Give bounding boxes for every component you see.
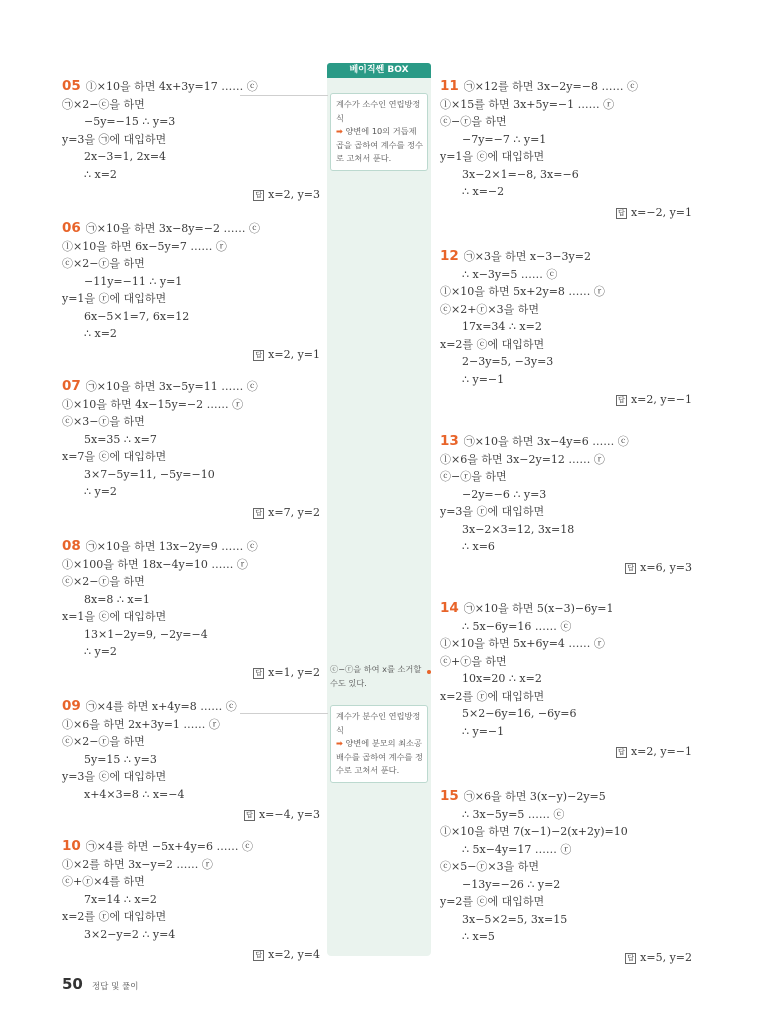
note-pointer-dot [427, 670, 431, 674]
line-text: 3×2−y=2 ∴ y=4 [84, 927, 176, 941]
line-text: 5×2−6y=16, −6y=6 [462, 707, 577, 720]
solution-line [440, 600, 614, 617]
solution-line [440, 283, 605, 300]
solution-line [84, 431, 157, 448]
answer-text: x=7, y=2 [268, 505, 320, 519]
solution-line [440, 248, 591, 265]
solution-line [462, 486, 546, 503]
solution-line [62, 378, 258, 395]
line-text: ∴ x=−2 [462, 185, 505, 198]
page-footer [62, 974, 138, 993]
problem-number: 11 [440, 78, 459, 94]
answer [625, 561, 692, 574]
line-text: y=1을 ⓡ에 대입하면 [62, 292, 167, 305]
solution-line [84, 308, 189, 325]
line-text: ⓛ×10을 하면 5x+6y=4 …… ⓡ [440, 637, 605, 650]
solution-line [62, 413, 145, 430]
line-text: 3x−5×2=5, 3x=15 [462, 912, 568, 926]
solution-line [440, 336, 544, 353]
answer-mark-icon: 답 [616, 747, 627, 758]
solution-line [62, 608, 166, 625]
solution-line [84, 148, 166, 165]
line-text: ⓒ×2−ⓡ을 하면 [62, 575, 145, 588]
solution-line [462, 183, 504, 200]
solution-line [62, 220, 260, 237]
box-title: 베이직쎈 BOX [327, 63, 431, 78]
solution-line [462, 318, 542, 335]
solution-line [62, 856, 213, 873]
answer-mark-icon: 답 [625, 563, 636, 574]
solution-line [84, 643, 117, 660]
solution-line [62, 238, 227, 255]
solution-line [440, 301, 539, 318]
line-text: ∴ 3x−5y=5 …… ⓒ [462, 807, 565, 821]
line-text: ⓒ−ⓡ을 하면 [440, 470, 507, 483]
solution-line [462, 538, 495, 555]
problem-number: 08 [62, 538, 81, 554]
answer-text: x=2, y=−1 [630, 745, 692, 758]
tip-body: 양변에 분모의 최소공배수를 곱하여 계수를 정수로 고쳐서 푼다. [336, 738, 423, 775]
solution-line [440, 113, 507, 130]
line-text: 5y=15 ∴ y=3 [84, 752, 157, 766]
solution-line [462, 723, 504, 740]
line-text: ⓛ×15를 하면 3x+5y=−1 …… ⓡ [440, 97, 615, 111]
solution-line [62, 290, 166, 307]
solution-line [440, 688, 544, 705]
answer [253, 188, 320, 201]
line-text: ⓒ×2−ⓡ을 하면 [62, 257, 145, 270]
solution-line [440, 858, 539, 875]
problem-number: 10 [62, 838, 81, 854]
line-text: ⓒ+ⓡ을 하면 [440, 654, 507, 668]
line-text: ∴ x−3y=5 …… ⓒ [462, 267, 558, 281]
line-text: y=3을 ⓒ에 대입하면 [62, 770, 167, 783]
answer [616, 745, 692, 758]
solution-line [62, 768, 166, 785]
line-text: ⓒ−ⓡ을 하면 [440, 115, 507, 128]
solution-line [462, 670, 542, 687]
problem-number: 13 [440, 433, 459, 449]
line-text: −7y=−7 ∴ y=1 [462, 132, 547, 146]
line-text: y=2를 ⓒ에 대입하면 [440, 895, 545, 908]
answer-mark-icon: 답 [253, 190, 264, 201]
answer-text: x=6, y=3 [640, 560, 692, 574]
solution-line [84, 891, 157, 908]
line-text: ∴ x=2 [84, 327, 117, 340]
line-text: x+4×3=8 ∴ x=−4 [84, 787, 185, 801]
answer-text: x=2, y=4 [268, 948, 320, 961]
solution-line [62, 733, 145, 750]
solution-line [462, 131, 546, 148]
note-elimination: ⓒ−ⓡ을 하여 x를 소거할 수도 있다. [330, 664, 422, 688]
solution-line [84, 751, 157, 768]
line-text: 3x−2×3=12, 3x=18 [462, 522, 575, 536]
solution-line [62, 698, 237, 715]
solution-line [84, 483, 117, 500]
line-text: ⓛ×2를 하면 3x−y=2 …… ⓡ [62, 857, 213, 871]
line-text: ⓛ×10을 하면 7(x−1)−2(x+2y)=10 [440, 825, 628, 838]
solution-line [462, 618, 571, 635]
answer-mark-icon: 답 [253, 950, 264, 961]
solution-line [440, 653, 507, 670]
line-text: ∴ y=−1 [462, 724, 505, 738]
line-text: x=2를 ⓡ에 대입하면 [62, 910, 167, 923]
line-text: ⓛ×10을 하면 4x+3y=17 …… ⓒ [85, 80, 258, 93]
solution-line [62, 556, 248, 573]
line-text: ∴ y=2 [84, 485, 117, 498]
answer-mark-icon: 답 [244, 810, 255, 821]
line-text: ⓛ×6을 하면 2x+3y=1 …… ⓡ [62, 717, 220, 731]
solution-line [62, 538, 258, 555]
solution-line [440, 433, 629, 450]
line-text: ⓛ×100을 하면 18x−4y=10 …… ⓡ [62, 557, 248, 571]
answer [625, 951, 692, 964]
line-text: ⓒ×2+ⓡ×3을 하면 [440, 302, 540, 316]
line-text: x=2를 ⓡ에 대입하면 [440, 689, 545, 703]
line-text: 3×7−5y=11, −5y=−10 [84, 467, 215, 481]
answer-mark-icon: 답 [616, 208, 627, 219]
problem-number: 05 [62, 78, 81, 94]
answer [253, 348, 320, 361]
answer-mark-icon: 답 [253, 350, 264, 361]
line-text: −2y=−6 ∴ y=3 [462, 487, 547, 501]
solution-line [440, 96, 614, 113]
answer [244, 808, 320, 821]
solution-line [84, 166, 117, 183]
problem-number: 07 [62, 378, 81, 394]
solution-line [440, 78, 638, 95]
line-text: 17x=34 ∴ x=2 [462, 320, 542, 333]
line-text: ⓒ×5−ⓡ×3을 하면 [440, 860, 540, 873]
solution-line [462, 876, 560, 893]
answer-text: x=2, y=−1 [630, 393, 692, 406]
line-text: ⓛ×10을 하면 6x−5y=7 …… ⓡ [62, 239, 227, 253]
line-text: ⓛ×6을 하면 3x−2y=12 …… ⓡ [440, 452, 605, 466]
solution-line [440, 468, 507, 485]
line-text: 6x−5×1=7, 6x=12 [84, 309, 190, 323]
problem-number: 06 [62, 220, 81, 236]
solution-line [62, 838, 253, 855]
solution-line [462, 806, 564, 823]
solution-line [462, 928, 495, 945]
line-text: y=3을 ⓡ에 대입하면 [440, 505, 545, 518]
solution-line [462, 371, 504, 388]
answer-text: x=−4, y=3 [258, 808, 320, 821]
line-text: ⓛ×10을 하면 5x+2y=8 …… ⓡ [440, 285, 605, 298]
solution-line [84, 466, 215, 483]
line-text: ∴ x=2 [84, 167, 117, 181]
solution-line [84, 926, 175, 943]
solution-line [440, 823, 628, 840]
line-text: ㉠×10을 하면 5(x−3)−6y=1 [463, 602, 614, 615]
line-text: ㉠×4를 하면 x+4y=8 …… ⓒ [85, 700, 237, 713]
line-text: 2−3y=5, −3y=3 [462, 355, 554, 368]
solution-line [440, 893, 544, 910]
tip-heading: 계수가 소수인 연립방정식 [336, 99, 421, 123]
answer-mark-icon: 답 [253, 668, 264, 679]
solution-line [62, 78, 258, 95]
solution-line [462, 266, 557, 283]
line-text: −5y=−15 ∴ y=3 [84, 115, 176, 128]
solution-line [62, 96, 145, 113]
solution-line [462, 353, 553, 370]
solution-line [440, 635, 605, 652]
line-text: ∴ x=5 [462, 930, 495, 943]
answer [253, 666, 320, 679]
line-text: x=7을 ⓒ에 대입하면 [62, 450, 167, 463]
solution-line [62, 396, 243, 413]
arrow-icon: ➡ [336, 126, 343, 136]
solution-line [84, 113, 175, 130]
line-text: −13y=−26 ∴ y=2 [462, 877, 561, 891]
solution-line [62, 873, 145, 890]
line-text: 13×1−2y=9, −2y=−4 [84, 627, 208, 641]
line-text: y=3을 ㉠에 대입하면 [62, 132, 167, 146]
basic-box-sidebar [327, 63, 431, 956]
answer-text: x=2, y=3 [268, 188, 320, 201]
line-text: ∴ y=−1 [462, 372, 505, 386]
solution-line [462, 911, 567, 928]
line-text: 8x=8 ∴ x=1 [84, 592, 150, 606]
line-text: ㉠×4를 하면 −5x+4y=6 …… ⓒ [85, 840, 253, 853]
answer-text: x=−2, y=1 [630, 205, 692, 219]
line-text: ㉠×10을 하면 3x−4y=6 …… ⓒ [463, 435, 629, 448]
tip-body: 양변에 10의 거듭제곱을 곱하여 계수를 정수로 고쳐서 푼다. [336, 126, 423, 163]
solution-line [462, 705, 577, 722]
line-text: 10x=20 ∴ x=2 [462, 672, 542, 685]
tip-fraction-coefficients [330, 705, 428, 783]
line-text: ∴ x=6 [462, 540, 495, 553]
solution-line [84, 325, 117, 342]
tip-decimal-coefficients [330, 93, 428, 171]
arrow-icon: ➡ [336, 738, 343, 748]
line-text: x=1을 ⓒ에 대입하면 [62, 610, 167, 623]
connector-line [240, 713, 328, 714]
line-text: ⓒ×3−ⓡ을 하면 [62, 415, 145, 428]
problem-number: 14 [440, 600, 459, 616]
answer [253, 506, 320, 519]
solution-line [62, 716, 220, 733]
line-text: ⓒ×2−ⓡ을 하면 [62, 735, 145, 748]
line-text: x=2를 ⓒ에 대입하면 [440, 337, 545, 351]
tip-heading: 계수가 분수인 연립방정식 [336, 711, 421, 735]
line-text: y=1을 ⓒ에 대입하면 [440, 150, 545, 163]
footer-label: 정답 및 풀이 [91, 982, 139, 992]
line-text: 5x=35 ∴ x=7 [84, 432, 157, 446]
answer-mark-icon: 답 [616, 395, 627, 406]
answer-mark-icon: 답 [625, 953, 636, 964]
answer [253, 948, 320, 961]
solution-line [440, 788, 606, 805]
solution-line [62, 908, 166, 925]
line-text: 2x−3=1, 2x=4 [84, 150, 167, 163]
solution-line [440, 503, 544, 520]
line-text: ㉠×3을 하면 x−3−3y=2 [463, 250, 591, 263]
line-text: ㉠×10을 하면 3x−5y=11 …… ⓒ [85, 380, 258, 393]
line-text: 3x−2×1=−8, 3x=−6 [462, 167, 579, 181]
solution-line [62, 255, 145, 272]
line-text: ㉠×2−ⓒ을 하면 [62, 97, 145, 111]
answer-text: x=2, y=1 [268, 347, 320, 361]
answer-text: x=1, y=2 [268, 665, 320, 679]
line-text: ㉠×10을 하면 13x−2y=9 …… ⓒ [85, 540, 258, 553]
line-text: ⓒ+ⓡ×4를 하면 [62, 875, 145, 888]
line-text: ∴ 5x−4y=17 …… ⓡ [462, 842, 572, 856]
problem-number: 15 [440, 788, 459, 804]
line-text: ㉠×10을 하면 3x−8y=−2 …… ⓒ [85, 222, 260, 235]
solution-line [84, 591, 150, 608]
solution-line [440, 148, 544, 165]
line-text: ∴ 5x−6y=16 …… ⓒ [462, 619, 572, 633]
solution-line [462, 521, 574, 538]
solution-line [62, 131, 166, 148]
line-text: ㉠×6을 하면 3(x−y)−2y=5 [463, 790, 606, 803]
solution-line [84, 273, 182, 290]
solution-line [462, 166, 579, 183]
line-text: ∴ y=2 [84, 645, 117, 658]
line-text: ⓛ×10을 하면 4x−15y=−2 …… ⓡ [62, 397, 244, 411]
line-text: 7x=14 ∴ x=2 [84, 892, 157, 906]
solution-line [62, 448, 166, 465]
solution-line [462, 841, 571, 858]
answer-text: x=5, y=2 [640, 950, 692, 964]
answer-mark-icon: 답 [253, 508, 264, 519]
problem-number: 09 [62, 698, 81, 714]
page-number: 50 [62, 975, 83, 993]
problem-number: 12 [440, 248, 459, 264]
solution-line [84, 626, 208, 643]
line-text: −11y=−11 ∴ y=1 [84, 274, 183, 288]
answer [616, 393, 692, 406]
line-text: ㉠×12를 하면 3x−2y=−8 …… ⓒ [463, 80, 638, 93]
solution-line [440, 451, 605, 468]
connector-line [240, 95, 328, 96]
solution-line [84, 786, 184, 803]
answer [616, 206, 692, 219]
solution-line [62, 573, 145, 590]
